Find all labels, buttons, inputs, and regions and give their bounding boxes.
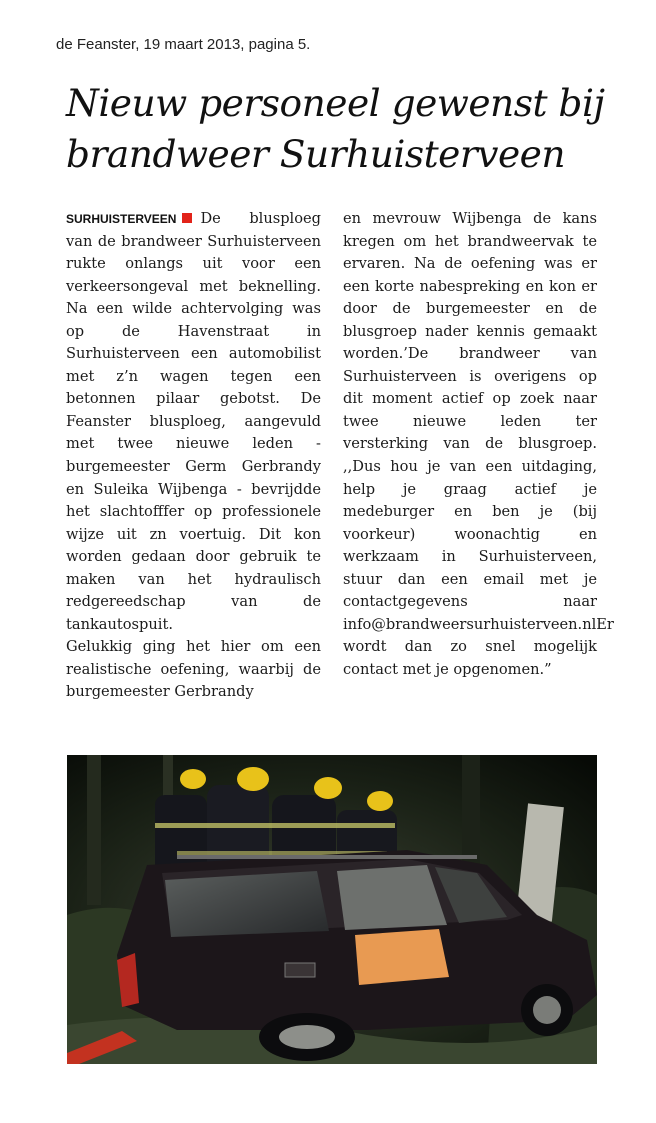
headline: Nieuw personeel gewenst bij brandweer Surhuisterveen [66, 81, 605, 176]
paragraph-1 [66, 208, 321, 636]
paragraph-continued: en mevrouw Wijbenga de kans kregen om het brandweervak te ervaren. Na de oefening was er een korte nabespreking en kon er door de burgemeester en de blusgroep nader kennis gemaakt worden.’De brandweer van Surhuisterveen is overigens op dit moment actief op zoek naar twee nieuwe leden ter versterking van de blusgroep. ,,Dus hou je van een uitdaging, help je graag actief je medeburger en ben je (bij voorkeur) woonachtig en werkzaam in Surhuisterveen, stuur dan een email met je contactgegevens naar info@brandweersurhuisterveen.nlEr wordt dan zo snel mogelijk contact met je opgenomen.” [343, 210, 614, 678]
tree-trunk [87, 755, 101, 905]
license-plate [285, 963, 315, 977]
dateline: SURHUISTERVEEN [66, 212, 177, 226]
source-line: de Feanster, 19 maart 2013, pagina 5. [56, 36, 311, 53]
helmet-icon [314, 777, 342, 799]
accident-photo [67, 755, 597, 1064]
rear-window [165, 871, 329, 937]
helmet-icon [237, 767, 269, 791]
helmet-icon [180, 769, 206, 789]
rescue-blanket [355, 929, 449, 985]
paragraph-1-text: De blusploeg van de brandweer Surhuisterveen rukte onlangs uit voor een verkeersongeval met beknelling. Na een wilde achtervolging was op de Havenstraat in Surhuisterveen een automobilist met z’n wagen tegen een betonnen pilaar gebotst. De Feanster blusploeg, aangevuld met twee nieuwe leden - burgemeester Germ Gerbrandy en Suleika Wijbenga - bevrijdde het slachtofffer op professionele wijze uit zn voertuig. Dit kon worden gedaan door gebruik te maken van het hydraulisch redgereedschap van de tankautospuit. [66, 210, 321, 633]
article-column-1 [66, 208, 321, 704]
red-square-icon [182, 213, 192, 223]
article-column-2 [343, 208, 614, 681]
helmet-icon [367, 791, 393, 811]
paragraph-2: Gelukkig ging het hier om een realistische oefening, waarbij de burgemeester Gerbrandy [66, 638, 321, 701]
